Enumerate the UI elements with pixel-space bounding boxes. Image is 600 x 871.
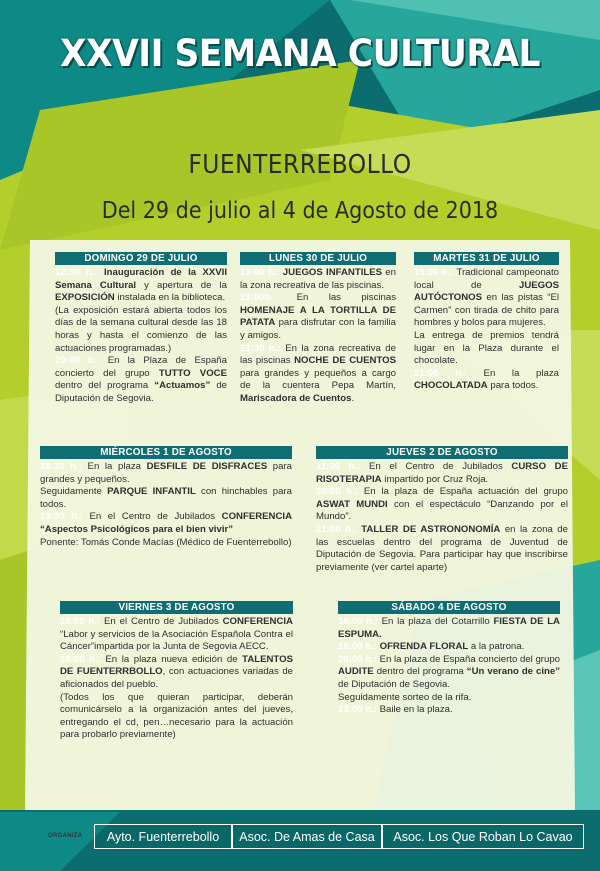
event-text: Baile en la plaza.: [376, 704, 453, 716]
day-header: SÁBADO 4 DE AGOSTO: [338, 601, 560, 614]
day-viernes: [60, 601, 293, 742]
event-item: [60, 616, 293, 654]
day-miercoles: [40, 446, 292, 549]
event-text: “Actuamos”: [154, 380, 211, 392]
event-time: 20:00 h.:: [338, 653, 377, 665]
event-text: instalada en la biblioteca.: [114, 292, 226, 304]
event-text: En la plaza nueva edición de: [100, 653, 243, 665]
event-text: NOCHE DE CUENTOS: [294, 355, 396, 367]
event-time: 19:00 h.:: [60, 653, 101, 665]
event-time: 11:00 h.:: [316, 461, 361, 472]
event-item: [40, 461, 292, 486]
day-header: VIERNES 3 DE AGOSTO: [60, 601, 293, 614]
event-text: dentro del programa: [373, 666, 467, 678]
event-text: JUEGOS AUTÓCTONOS: [414, 279, 559, 304]
event-text: a la patrona.: [468, 641, 525, 653]
event-text: , con actuaciones variadas de aficionados del pueblo.: [60, 666, 293, 690]
event-text: de Diputación de Segovia.: [55, 380, 228, 404]
event-text: TALLER DE ASTRONONOMÍA: [356, 523, 501, 535]
event-text: Mariscadora de Cuentos: [240, 392, 352, 404]
event-time: 21:00 h.:: [316, 523, 357, 535]
event-text: ASWAT MUNDI: [316, 498, 388, 510]
event-text: dentro del programa: [55, 380, 155, 392]
event-text: para disfrutar con la familia y amigos.: [240, 317, 396, 341]
event-text: CONFERENCIA: [222, 616, 293, 627]
organizer-roban-cavao: Asoc. Los Que Roban Lo Cavao: [382, 824, 584, 849]
page-title: XXVII SEMANA CULTURAL: [60, 32, 540, 75]
event-item: [414, 267, 559, 330]
organizer-ayuntamiento: Ayto. Fuenterrebollo: [94, 824, 232, 849]
event-time: 21:00 h.:: [414, 367, 467, 379]
event-text: con hinchables para todos.: [40, 486, 292, 510]
event-text: En el Centro de Jubilados: [100, 616, 223, 627]
event-time: 18:30 h.:: [40, 461, 82, 472]
event-text: CURSO DE RISOTERAPIA: [316, 461, 568, 485]
event-note: (Todos los que quieran participar, deberán comunicárselo a la organización antes del jueves, entregando el cd, pen…necesario para la actuación para probarlo previamente): [60, 691, 293, 741]
event-text: En la plaza de España concierto del grupo: [376, 653, 560, 665]
event-text: En la Plaza de España concierto del grupo: [55, 355, 227, 379]
event-text: HOMENAJE A LA TORTILLA DE PATATA: [240, 304, 396, 329]
event-text: en la zona recreativa de las piscinas.: [240, 267, 396, 291]
event-text: “Labor y servicios de la Asociación Española Contra el Cáncer”impartida por la Junta de Segovia AECC.: [60, 628, 293, 653]
event-item: [240, 267, 396, 292]
event-text: para grandes y pequeños.: [40, 461, 292, 485]
event-text: OFRENDA FLORAL: [376, 641, 469, 653]
event-time: 19:30 h.:: [40, 511, 83, 523]
event-text: CONFERENCIA “Aspectos Psicológicos para el bien vivir”: [40, 511, 292, 535]
event-text: en la zona de las escuelas dentro del programa de Juventud de Diputación de Segovia. Para participar hay que inscribirse previamente (ver cartel aparte): [316, 523, 568, 573]
event-text: EXPOSICIÓN: [55, 292, 115, 304]
event-item: [55, 267, 227, 305]
event-text: JUEGOS INFANTILES: [279, 267, 383, 278]
event-note: Ponente: Tomás Conde Macías (Médico de Fuenterrebollo): [40, 536, 292, 548]
event-item: [240, 292, 396, 342]
event-time: 18:00 h.:: [60, 616, 101, 627]
event-text: en las pistas “El Carmen” con tirada de chito para hombres y bolos para mujeres.: [414, 292, 559, 329]
event-text: “Un verano de cine”: [466, 666, 561, 678]
event-note: (La exposición estará abierta todos los días de la semana cultural desde las 18 horas y hasta el comienzo de las actuaciones programadas.): [55, 304, 227, 354]
day-header: MARTES 31 DE JULIO: [414, 252, 559, 265]
event-text: de Diputación de Segovia.: [338, 678, 451, 690]
event-text: FIESTA DE LA ESPUMA.: [338, 616, 560, 640]
day-header: MIÉRCOLES 1 DE AGOSTO: [40, 446, 292, 459]
organizers-footer: [0, 820, 600, 852]
day-header: DOMINGO 29 DE JULIO: [55, 252, 227, 265]
event-item: [316, 524, 568, 574]
day-sabado: [338, 601, 560, 717]
event-text: En la plaza: [81, 461, 147, 472]
event-text: impartido por Cruz Roja.: [381, 473, 489, 485]
event-text: En la plaza del Cotarrillo: [377, 616, 494, 627]
event-item: [338, 704, 560, 717]
event-item: [414, 368, 559, 393]
event-time: 21:00h.:: [240, 292, 277, 304]
event-text: para grandes y pequeños a cargo de la cuentera Pepa Martín,: [240, 367, 396, 392]
day-jueves: [316, 446, 568, 574]
organizer-amas-de-casa: Asoc. De Amas de Casa: [232, 824, 382, 849]
event-item: [338, 616, 560, 641]
day-martes: [414, 252, 559, 393]
event-item: [240, 343, 396, 406]
event-dates: Del 29 de julio al 4 de Agosto de 2018: [101, 198, 499, 224]
town-name: FUENTERREBOLLO: [188, 150, 412, 180]
event-time: 20:00 h.:: [316, 486, 359, 498]
event-item: [55, 355, 227, 405]
event-text: TALENTOS DE FUENTERRBOLLO: [60, 653, 293, 678]
day-header: LUNES 30 DE JULIO: [240, 252, 396, 265]
event-time: 18:00 h.:: [338, 616, 378, 627]
event-item: [316, 461, 568, 486]
event-note: Seguidamente sorteo de la rifa.: [338, 691, 472, 703]
event-text: CHOCOLATADA: [414, 380, 488, 392]
event-text: En la zona recreativa de las piscinas: [240, 342, 396, 367]
event-time: 12:30 h.:: [55, 267, 98, 278]
event-text: Seguidamente: [40, 486, 108, 498]
event-item: [338, 654, 560, 692]
event-text: Inauguración de la XXVII Semana Cultural: [55, 267, 227, 291]
event-item: [60, 654, 293, 692]
event-item: [40, 486, 292, 511]
event-text: En la plaza: [466, 367, 559, 379]
event-text: Tradicional campeonato local de: [414, 267, 559, 291]
day-header: JUEVES 2 DE AGOSTO: [316, 446, 568, 459]
event-time: 20:00 h.:: [55, 355, 100, 367]
event-text: En la plaza de España actuación del grupo: [358, 486, 568, 498]
event-item: [338, 641, 560, 654]
event-time: 23:00 h.:: [338, 704, 377, 716]
event-text: En el Centro de Jubilados: [82, 511, 222, 523]
event-time: 21:30 h.:: [240, 342, 281, 354]
event-text: DESFILE DE DISFRACES: [146, 461, 268, 472]
event-time: 19:00 h.:: [338, 641, 377, 653]
day-lunes: [240, 252, 396, 406]
event-note: La entrega de premios tendrá lugar en la Plaza durante el chocolate.: [414, 329, 559, 367]
event-text: para todos.: [487, 380, 539, 392]
organiza-label: ORGANIZA: [48, 833, 83, 839]
event-item: [40, 511, 292, 536]
event-text: En el Centro de Jubilados: [360, 461, 512, 472]
event-text: y apertura de la: [136, 279, 227, 291]
event-text: En las piscinas: [276, 292, 396, 304]
event-time: 19:00 h.:: [414, 267, 454, 278]
event-text: AUDITE: [338, 666, 374, 678]
day-domingo: [55, 252, 227, 406]
event-text: TUTTO VOCE: [158, 367, 227, 379]
event-time: 19:00 h.:: [240, 267, 280, 278]
event-text: PARQUE INFANTIL: [107, 486, 196, 498]
event-item: [316, 486, 568, 524]
event-text: .: [351, 392, 355, 404]
event-text: con el espectáculo “Danzando por el Mundo”.: [316, 498, 568, 523]
